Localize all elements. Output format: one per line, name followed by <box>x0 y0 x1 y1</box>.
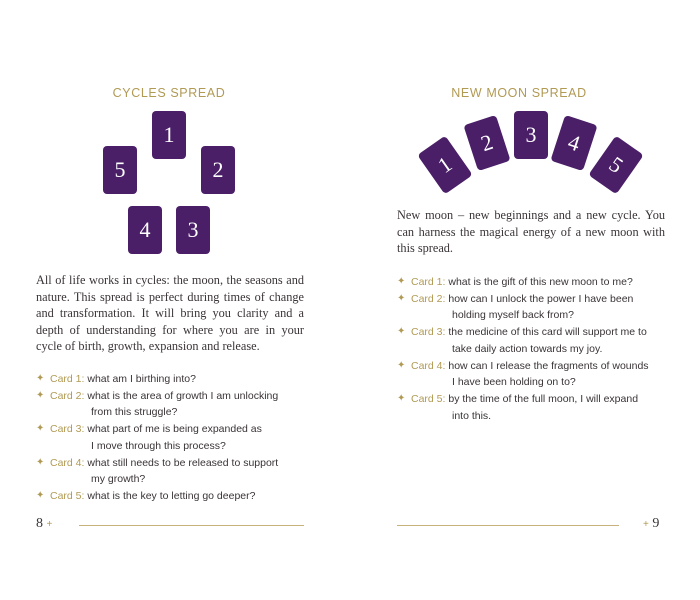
right-page <box>350 0 700 600</box>
new-moon-card-list <box>397 274 667 425</box>
spread-card-1: 1 <box>417 136 472 195</box>
card-question: by the time of the full moon, I will expand <box>448 393 639 406</box>
cycles-spread-intro: All of life works in cycles: the moon, the seasons and nature. This spread is perfect during times of change and transformation. It will bring you clarity and a depth of understanding for where you are in your cycle of birth, growth, expansion and release. <box>36 273 304 354</box>
card-question: what is the area of growth I am unlocking <box>87 390 279 403</box>
page-number: 8 <box>36 516 43 531</box>
card-question: what is the gift of this new moon to me? <box>448 276 633 288</box>
spread-card-1: 1 <box>152 111 186 159</box>
card-question: what part of me is being expanded as <box>87 423 262 436</box>
card-question: how can I unlock the power I have been <box>448 293 634 306</box>
list-item <box>36 388 316 421</box>
spread-card-4: 4 <box>128 206 162 254</box>
list-item <box>36 488 316 504</box>
list-item <box>36 455 316 488</box>
page-number-left <box>36 516 52 532</box>
sparkle-icon: ✦ <box>36 390 45 402</box>
new-moon-spread-title: NEW MOON SPREAD <box>451 86 587 100</box>
plus-icon: + <box>643 519 649 530</box>
plus-icon: + <box>46 519 53 530</box>
page-number: 9 <box>652 516 660 531</box>
card-question: how can I release the fragments of wounds <box>448 359 649 372</box>
card-question-continued: I move through this process? <box>91 439 226 452</box>
card-question-continued: take daily action towards my joy. <box>452 342 603 355</box>
card-question: the medicine of this card will support me to <box>448 326 647 339</box>
sparkle-icon: ✦ <box>397 276 406 287</box>
sparkle-icon: ✦ <box>36 490 45 502</box>
spread-card-2: 2 <box>463 115 510 171</box>
list-item <box>36 371 316 387</box>
cycles-card-list <box>36 371 316 505</box>
card-label: Card 3: <box>411 326 446 339</box>
sparkle-icon: ✦ <box>397 359 406 371</box>
list-item <box>397 358 667 391</box>
card-label: Card 1: <box>411 276 446 288</box>
sparkle-icon: ✦ <box>36 423 45 435</box>
card-question: what am I birthing into? <box>87 373 196 385</box>
card-question-continued: holding myself back from? <box>452 309 574 322</box>
card-question: what still needs to be released to support <box>87 456 279 469</box>
list-item <box>397 324 667 357</box>
card-label: Card 4: <box>411 359 446 372</box>
card-label: Card 4: <box>50 456 85 469</box>
new-moon-spread-intro: New moon – new beginnings and a new cycle. You can harness the magical energy of a new moon with this spread. <box>397 208 665 256</box>
page-number-right <box>643 516 659 532</box>
sparkle-icon: ✦ <box>397 293 406 305</box>
card-question-continued: from this struggle? <box>91 406 178 419</box>
card-label: Card 5: <box>50 490 85 503</box>
cycles-spread-title: CYCLES SPREAD <box>112 86 226 100</box>
footer-rule <box>397 525 619 526</box>
list-item <box>397 391 667 424</box>
list-item <box>397 291 667 324</box>
footer-rule <box>79 525 304 526</box>
list-item <box>397 274 667 290</box>
card-question-continued: into this. <box>452 409 492 422</box>
card-label: Card 2: <box>50 390 85 403</box>
sparkle-icon: ✦ <box>397 393 406 405</box>
card-label: Card 5: <box>411 393 446 406</box>
spread-card-5: 5 <box>103 146 137 194</box>
spread-card-5: 5 <box>588 136 643 195</box>
card-question-continued: I have been holding on to? <box>452 376 576 389</box>
card-question: what is the key to letting go deeper? <box>87 490 256 503</box>
list-item <box>36 421 316 454</box>
spread-card-4: 4 <box>550 115 597 171</box>
card-label: Card 1: <box>50 373 85 385</box>
sparkle-icon: ✦ <box>397 326 406 338</box>
spread-card-3: 3 <box>176 206 210 254</box>
sparkle-icon: ✦ <box>36 373 45 384</box>
card-question-continued: my growth? <box>91 473 146 486</box>
sparkle-icon: ✦ <box>36 456 45 468</box>
spread-card-3: 3 <box>514 111 548 159</box>
spread-card-2: 2 <box>201 146 235 194</box>
card-label: Card 3: <box>50 423 85 436</box>
card-label: Card 2: <box>411 293 446 306</box>
